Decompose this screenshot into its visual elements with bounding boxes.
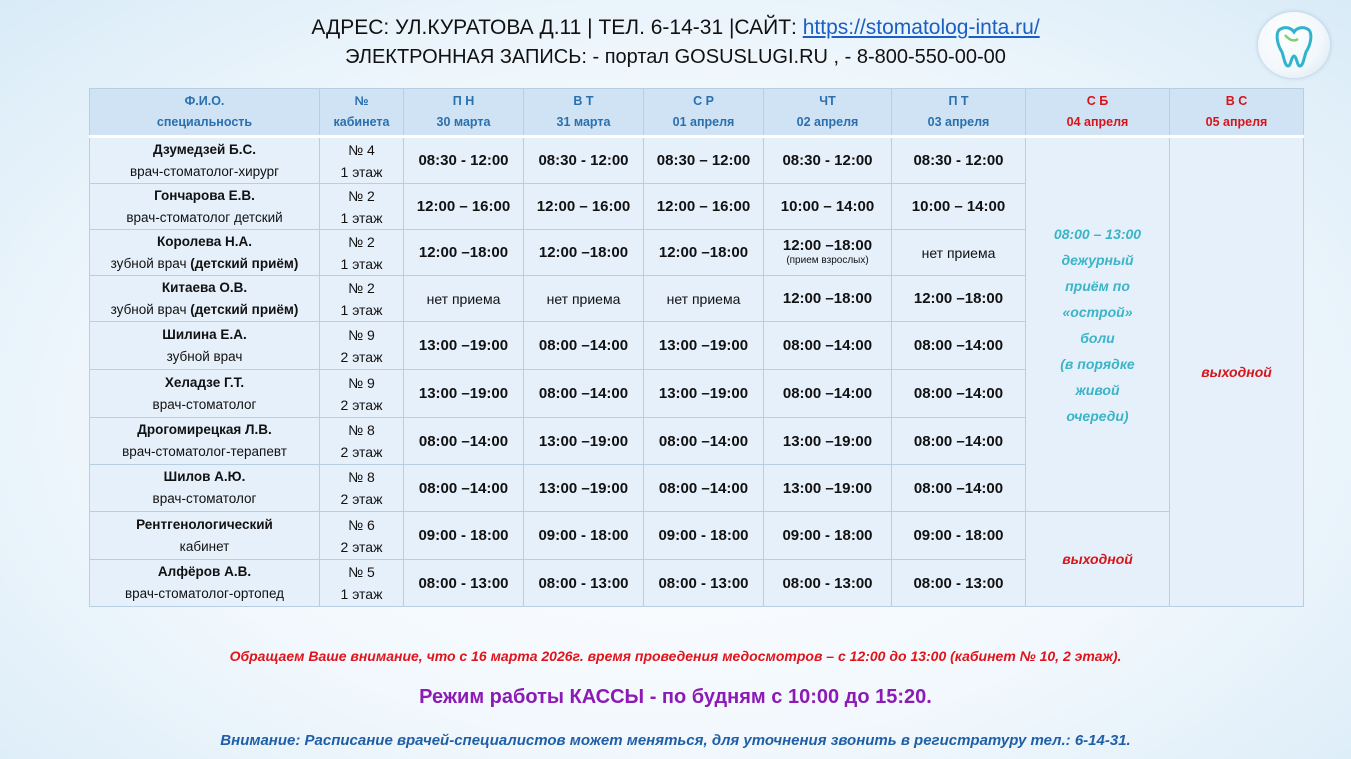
room-number: № 8 [348, 422, 375, 438]
saturday-off-cell [1026, 512, 1170, 607]
time-cell-wed [644, 370, 764, 418]
time-cell-tue [524, 230, 644, 276]
duty-line: боли [1080, 329, 1115, 346]
time-value: 13:00 –19:00 [658, 385, 749, 402]
time-value: 09:00 - 18:00 [913, 527, 1004, 544]
duty-line: дежурный [1061, 251, 1134, 268]
time-value: нет приема [426, 290, 501, 307]
time-value: 12:00 –18:00 [782, 290, 873, 307]
time-cell-thu [764, 512, 892, 560]
saturday-off-label: выходной [1062, 551, 1133, 567]
time-value: 08:00 - 13:00 [782, 574, 873, 592]
address-line [0, 16, 1351, 40]
doctor-name: Дзумедзей Б.С. [153, 141, 256, 157]
time-value: 12:00 – 16:00 [536, 198, 631, 215]
time-cell-fri [892, 184, 1026, 230]
duty-line: (в порядке [1060, 355, 1135, 372]
doctor-specialty: врач-стоматолог-ортопед [124, 586, 285, 601]
time-cell-wed [644, 137, 764, 184]
time-cell-thu [764, 465, 892, 512]
time-value: 12:00 – 16:00 [416, 198, 511, 215]
room-cell [320, 512, 404, 560]
sunday-off-label: выходной [1201, 364, 1272, 380]
room-number: № 2 [348, 187, 375, 204]
doctor-specialty: врач-стоматолог детский [126, 209, 283, 225]
time-cell-wed [644, 322, 764, 370]
time-value: 08:00 –14:00 [913, 432, 1004, 450]
time-cell-thu [764, 137, 892, 184]
time-cell-fri [892, 465, 1026, 512]
room-floor: 2 этаж [340, 348, 383, 365]
doctor-cell [90, 137, 320, 184]
time-value: 09:00 - 18:00 [658, 527, 749, 544]
time-cell-fri [892, 230, 1026, 276]
time-value: 12:00 –18:00 [538, 244, 629, 261]
duty-line: «острой» [1062, 303, 1133, 320]
specialty-note: (детский приём) [190, 301, 299, 317]
time-value: 10:00 – 14:00 [911, 198, 1006, 215]
time-cell-wed [644, 230, 764, 276]
time-value: 08:00 –14:00 [418, 479, 509, 497]
duty-line: живой [1075, 381, 1120, 398]
time-cell-fri [892, 276, 1026, 322]
time-note: (прием взрослых) [786, 255, 869, 266]
time-cell-mon [404, 418, 524, 465]
doctor-specialty: врач-стоматолог-хирург [129, 163, 280, 179]
room-number: № 6 [348, 516, 375, 533]
time-value: 12:00 –18:00 [913, 290, 1004, 307]
table-row [90, 512, 1304, 560]
time-cell-tue [524, 322, 644, 370]
room-cell [320, 370, 404, 418]
time-value: 12:00 –18:00 [418, 244, 509, 261]
doctor-cell [90, 276, 320, 322]
room-number: № 5 [348, 564, 375, 580]
time-cell-thu [764, 184, 892, 230]
tooth-logo-icon [1258, 12, 1330, 78]
room-cell [320, 465, 404, 512]
time-cell-fri [892, 560, 1026, 607]
time-cell-tue [524, 560, 644, 607]
time-value: 12:00 –18:00 [782, 237, 873, 254]
medical-exam-notice: Обращаем Ваше внимание, что с 16 марта 2026г. время проведения медосмотров – с 12:00 до 13:00 (кабинет № 10, 2 этаж). [229, 648, 1122, 664]
time-cell-thu [764, 560, 892, 607]
time-value: 08:30 - 12:00 [538, 152, 629, 169]
doctor-cell [90, 370, 320, 418]
doctor-specialty: врач-стоматолог [152, 396, 257, 412]
time-value: 12:00 –18:00 [658, 244, 749, 261]
doctor-cell [90, 184, 320, 230]
time-cell-tue [524, 465, 644, 512]
doctor-name: Рентгенологический [136, 516, 273, 532]
time-value: нет приема [921, 244, 996, 261]
header-row [90, 89, 1304, 137]
site-link[interactable]: https://stomatolog-inta.ru/ [802, 16, 1040, 39]
time-cell-fri [892, 512, 1026, 560]
doctor-name: Алфёров А.В. [157, 564, 252, 579]
time-value: 08:00 - 13:00 [913, 574, 1004, 592]
time-cell-tue [524, 184, 644, 230]
doctor-name: Шилов А.Ю. [163, 469, 246, 484]
time-value: 08:30 - 12:00 [782, 152, 873, 169]
time-value: 08:00 - 13:00 [418, 574, 509, 592]
doctor-cell [90, 418, 320, 465]
time-value: 08:00 - 13:00 [538, 574, 629, 592]
time-value: 08:30 - 12:00 [913, 152, 1004, 169]
doctor-specialty: врач-стоматолог-терапевт [122, 444, 287, 459]
time-value: 08:00 –14:00 [913, 479, 1004, 497]
room-floor: 2 этаж [340, 491, 383, 507]
col-sat-header: С Б 04 апреля [1026, 89, 1170, 137]
time-cell-thu [764, 418, 892, 465]
time-cell-wed [644, 560, 764, 607]
time-cell-fri [892, 370, 1026, 418]
time-cell-tue [524, 370, 644, 418]
time-cell-tue [524, 276, 644, 322]
doctor-specialty: зубной врач [166, 348, 243, 364]
time-cell-wed [644, 184, 764, 230]
col-thu-header: ЧТ 02 апреля [764, 89, 892, 137]
duty-line: 08:00 – 13:00 [1053, 225, 1142, 242]
col-mon-header: П Н 30 марта [404, 89, 524, 137]
booking-line: ЭЛЕКТРОННАЯ ЗАПИСЬ: - портал GOSUSLUGI.RU , - 8-800-550-00-00 [345, 46, 1006, 68]
time-cell-mon [404, 276, 524, 322]
time-cell-tue [524, 512, 644, 560]
col-room-header: № кабинета [320, 89, 404, 137]
time-cell-tue [524, 418, 644, 465]
time-value: 10:00 – 14:00 [780, 198, 875, 215]
time-cell-mon [404, 230, 524, 276]
time-cell-mon [404, 370, 524, 418]
time-cell-mon [404, 137, 524, 184]
specialty-note: (детский приём) [190, 255, 299, 271]
time-value: 08:00 –14:00 [913, 385, 1004, 402]
time-cell-fri [892, 322, 1026, 370]
col-name-header: Ф.И.О. специальность [90, 89, 320, 137]
time-value: 13:00 –19:00 [782, 432, 873, 450]
time-value: 08:30 - 12:00 [418, 152, 509, 169]
doctor-cell [90, 465, 320, 512]
time-value: 08:00 - 13:00 [658, 574, 749, 592]
doctor-cell [90, 230, 320, 276]
room-floor: 1 этаж [340, 301, 383, 318]
time-value: 08:00 –14:00 [913, 337, 1004, 354]
time-cell-wed [644, 418, 764, 465]
doctor-name: Королева Н.А. [157, 233, 252, 249]
col-tue-header: В Т 31 марта [524, 89, 644, 137]
time-cell-tue [524, 137, 644, 184]
time-cell-mon [404, 512, 524, 560]
sunday-off-cell [1170, 137, 1304, 607]
room-cell [320, 322, 404, 370]
room-cell [320, 230, 404, 276]
time-value: 13:00 –19:00 [782, 479, 873, 497]
room-number: № 4 [348, 141, 375, 158]
time-value: 08:00 –14:00 [538, 385, 629, 402]
doctor-specialty: врач-стоматолог [152, 491, 257, 506]
doctor-name: Хеладзе Г.Т. [164, 374, 245, 390]
time-value: 09:00 - 18:00 [782, 527, 873, 544]
doctor-specialty: зубной врач (детский приём) [110, 301, 299, 317]
time-cell-thu [764, 370, 892, 418]
time-value: 12:00 – 16:00 [656, 198, 751, 215]
time-cell-thu [764, 230, 892, 276]
doctor-name: Гончарова Е.В. [154, 187, 255, 203]
time-cell-mon [404, 560, 524, 607]
doctor-cell [90, 560, 320, 607]
doctor-name: Дрогомирецкая Л.В. [137, 422, 272, 437]
doctor-name: Китаева О.В. [161, 279, 248, 295]
room-cell [320, 418, 404, 465]
time-cell-mon [404, 184, 524, 230]
doctor-cell [90, 322, 320, 370]
saturday-duty-cell [1026, 137, 1170, 512]
time-value: 13:00 –19:00 [658, 337, 749, 354]
room-floor: 1 этаж [340, 209, 383, 226]
time-value: 08:00 –14:00 [418, 432, 509, 450]
time-value: нет приема [546, 290, 621, 307]
time-value: 13:00 –19:00 [538, 432, 629, 450]
time-value: 08:00 –14:00 [782, 385, 873, 402]
col-sun-header: В С 05 апреля [1170, 89, 1304, 137]
time-value: нет приема [666, 290, 741, 307]
room-number: № 2 [348, 279, 375, 296]
col-wed-header: С Р 01 апреля [644, 89, 764, 137]
time-value: 08:00 –14:00 [782, 337, 873, 354]
room-number: № 9 [348, 326, 375, 343]
doctor-specialty: кабинет [179, 538, 230, 554]
room-cell [320, 276, 404, 322]
room-floor: 2 этаж [340, 538, 383, 555]
col-fri-header: П Т 03 апреля [892, 89, 1026, 137]
time-value: 08:00 –14:00 [538, 337, 629, 354]
time-cell-wed [644, 465, 764, 512]
time-cell-wed [644, 512, 764, 560]
time-cell-thu [764, 276, 892, 322]
time-cell-wed [644, 276, 764, 322]
time-value: 13:00 –19:00 [418, 337, 509, 354]
schedule-table [89, 88, 1304, 607]
time-cell-fri [892, 137, 1026, 184]
time-cell-thu [764, 322, 892, 370]
time-value: 08:00 –14:00 [658, 432, 749, 450]
room-cell [320, 137, 404, 184]
address-text: АДРЕС: УЛ.КУРАТОВА Д.11 | ТЕЛ. 6-14-31 |САЙТ: [311, 16, 803, 39]
time-value: 13:00 –19:00 [538, 479, 629, 497]
time-cell-mon [404, 465, 524, 512]
doctor-cell [90, 512, 320, 560]
room-floor: 1 этаж [340, 163, 383, 180]
duty-line: очереди) [1066, 407, 1129, 424]
schedule-warning: Внимание: Расписание врачей-специалистов может меняться, для уточнения звонить в регистратуру тел.: 6-14-31. [220, 732, 1131, 749]
table-row [90, 137, 1304, 184]
room-number: № 9 [348, 374, 375, 391]
room-number: № 2 [348, 233, 375, 250]
time-value: 08:00 –14:00 [658, 479, 749, 497]
time-cell-mon [404, 322, 524, 370]
room-floor: 1 этаж [340, 255, 383, 272]
time-value: 13:00 –19:00 [418, 385, 509, 402]
doctor-specialty: зубной врач (детский приём) [110, 255, 299, 271]
time-value: 09:00 - 18:00 [418, 527, 509, 544]
time-value: 09:00 - 18:00 [538, 527, 629, 544]
room-number: № 8 [348, 469, 375, 485]
doctor-name: Шилина Е.А. [162, 326, 247, 342]
time-cell-fri [892, 418, 1026, 465]
cashier-hours: Режим работы КАССЫ - по будням с 10:00 до 15:20. [419, 686, 932, 708]
room-floor: 2 этаж [340, 444, 383, 460]
time-value: 08:30 – 12:00 [656, 152, 751, 169]
duty-line: приём по [1065, 277, 1130, 294]
room-cell [320, 184, 404, 230]
room-floor: 1 этаж [340, 586, 383, 602]
room-floor: 2 этаж [340, 396, 383, 413]
room-cell [320, 560, 404, 607]
